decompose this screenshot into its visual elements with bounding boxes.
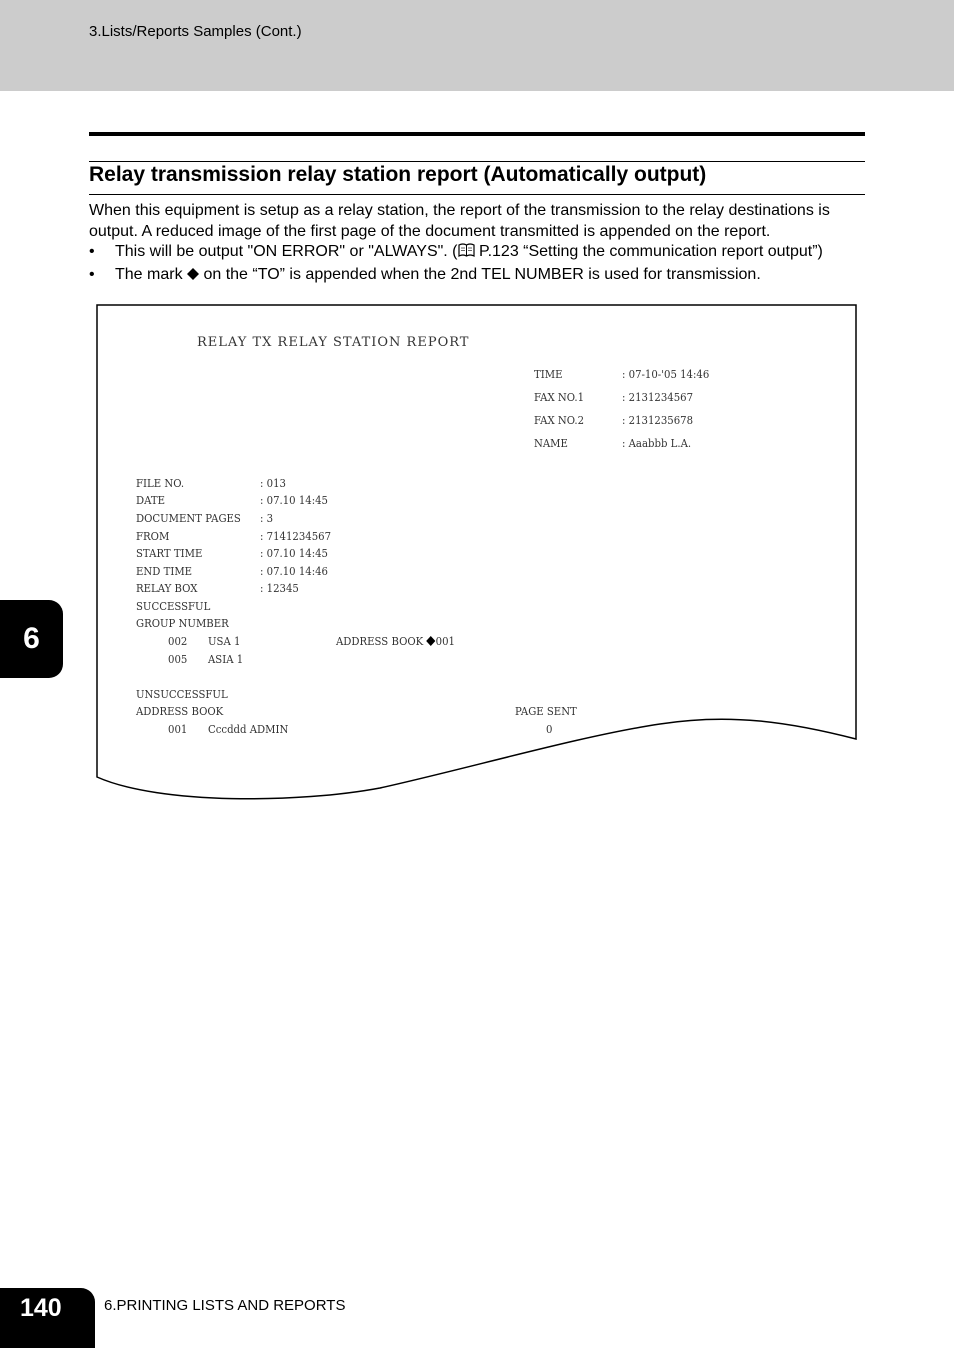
report-header-label: FAX NO.2 [534, 414, 585, 427]
report-info-value: : 013 [260, 477, 286, 490]
page-number: 140 [20, 1294, 62, 1322]
fail-row-pages: 0 [546, 723, 553, 736]
report-info-label: END TIME [136, 565, 193, 578]
group-row-name: USA 1 [208, 635, 241, 648]
report-header-label: FAX NO.1 [534, 391, 585, 404]
running-header: 3.Lists/Reports Samples (Cont.) [89, 23, 302, 40]
group-row-extra-label: ADDRESS BOOK 001 [336, 635, 455, 648]
report-header-value: : 2131234567 [622, 391, 694, 404]
bullet-marker: • [89, 243, 95, 260]
report-info-label: DOCUMENT PAGES [136, 512, 241, 525]
report-header-value: : 07-10-'05 14:46 [622, 368, 710, 381]
report-info-value: : 07.10 14:45 [260, 547, 328, 560]
group-row-number: 005 [168, 653, 188, 666]
chapter-tab: 6 [0, 600, 63, 678]
report-info-value: : 07.10 14:46 [260, 565, 328, 578]
address-book-label: ADDRESS BOOK [136, 705, 224, 718]
report-info-value: : 7141234567 [260, 530, 332, 543]
group-row-name: ASIA 1 [208, 653, 244, 666]
group-number-label: GROUP NUMBER [136, 617, 229, 630]
report-header-label: NAME [534, 437, 568, 450]
intro-paragraph: When this equipment is setup as a relay station, the report of the transmission to the relay destinations is output. A reduced image of the first page of the document transmitted is appended on the report. [89, 202, 830, 240]
fail-row-number: 001 [168, 723, 188, 736]
report-info-value: : 3 [260, 512, 274, 525]
report-info-label: FILE NO. [136, 477, 185, 490]
unsuccessful-label: UNSUCCESSFUL [136, 688, 228, 701]
fail-row-name: Cccddd ADMIN [208, 723, 289, 736]
report-header-value: : Aaabbb L.A. [622, 437, 692, 450]
report-info-label: RELAY BOX [136, 582, 198, 595]
report-info-label: DATE [136, 494, 166, 507]
report-info-label: START TIME [136, 547, 203, 560]
report-header-value: : 2131235678 [622, 414, 694, 427]
section-title: Relay transmission relay station report (Automatically output) [89, 163, 707, 186]
diamond-icon [426, 636, 435, 646]
footer-chapter: 6.PRINTING LISTS AND REPORTS [104, 1297, 346, 1314]
bullet-marker: • [89, 266, 95, 283]
report-info-value: : 07.10 14:45 [260, 494, 328, 507]
report-info-label: FROM [136, 530, 170, 543]
successful-label: SUCCESSFUL [136, 600, 211, 613]
report-title: RELAY TX RELAY STATION REPORT [197, 335, 470, 350]
group-row-number: 002 [168, 635, 188, 648]
page-sent-label: PAGE SENT [515, 705, 577, 718]
report-info-value: : 12345 [260, 582, 299, 595]
report-header-label: TIME [534, 368, 563, 381]
